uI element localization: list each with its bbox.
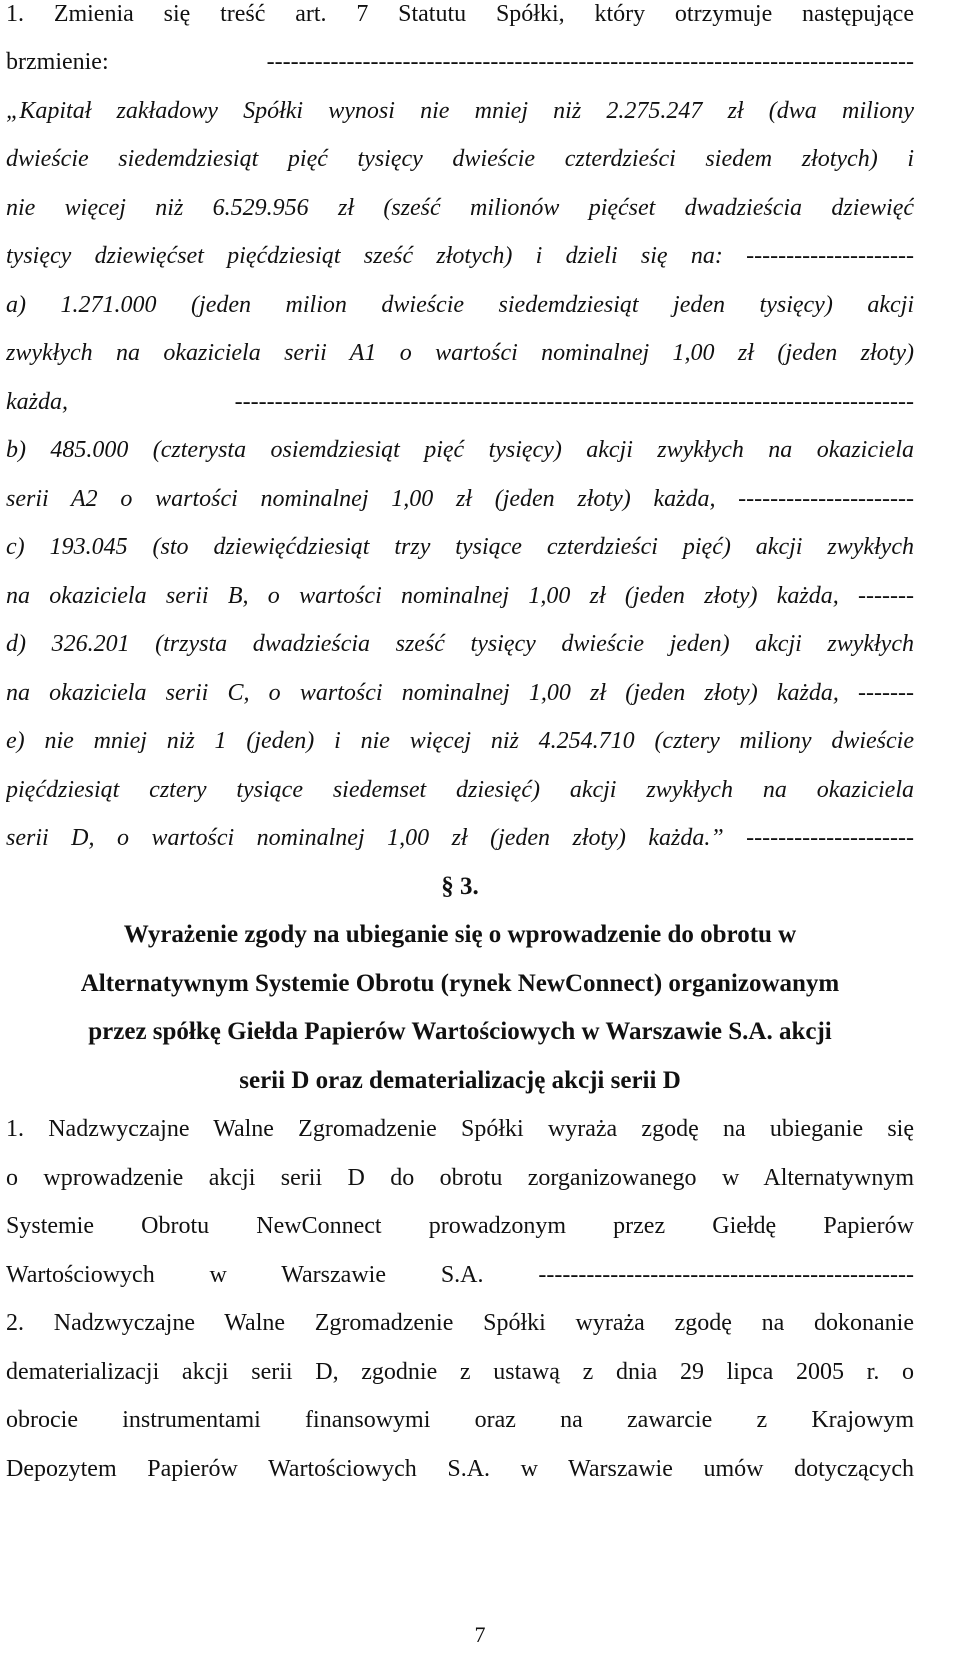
text-span: na okaziciela serii C, o wartości nominalnej 1,00 zł (jeden złoty) każda, — [6, 680, 859, 706]
text-line: c) 193.045 (sto dziewięćdziesiąt trzy tysiące czterdzieści pięć) akcji zwykłych — [6, 534, 914, 560]
text-line: obrocie instrumentami finansowymi oraz na zawarcie z Krajowym — [6, 1407, 914, 1433]
text-line: Depozytem Papierów Wartościowych S.A. w Warszawie umów dotyczących — [6, 1456, 914, 1482]
text-line: a) 1.271.000 (jeden milion dwieście siedemdziesiąt jeden tysięcy) akcji — [6, 292, 914, 318]
text-line: Wartościowych w Warszawie S.A. ----------------------------------------------- — [6, 1262, 914, 1288]
dash-filler: ------- — [858, 680, 914, 706]
text-line: „Kapitał zakładowy Spółki wynosi nie mniej niż 2.275.247 zł (dwa miliony — [6, 98, 914, 124]
text-span: serii A2 o wartości nominalnej 1,00 zł (jeden złoty) każda, — [6, 486, 739, 512]
text-line: 1. Nadzwyczajne Walne Zgromadzenie Spółki wyraża zgodę na ubieganie się — [6, 1116, 914, 1142]
text-span: na okaziciela serii B, o wartości nominalnej 1,00 zł (jeden złoty) każda, — [6, 583, 859, 609]
text-span: każda, — [6, 389, 235, 415]
page-number: 7 — [474, 1622, 486, 1647]
text-line: Systemie Obrotu NewConnect prowadzonym przez Giełdę Papierów — [6, 1213, 914, 1239]
dash-filler: --------------------- — [746, 243, 914, 269]
text-span: serii D, o wartości nominalnej 1,00 zł (jeden złoty) każda.” — [6, 825, 747, 851]
text-line: 1. Zmienia się treść art. 7 Statutu Spółki, który otrzymuje następujące — [6, 1, 914, 27]
section-title-line: Alternatywnym Systemie Obrotu (rynek NewConnect) organizowanym — [80, 970, 840, 997]
text-span: tysięcy dziewięćset pięćdziesiąt sześć złotych) i dzieli się na: — [6, 243, 747, 269]
text-line: dwieście siedemdziesiąt pięć tysięcy dwieście czterdzieści siedem złotych) i — [6, 146, 914, 172]
text-line: brzmienie: --------------------------------------------------------------------------------- — [6, 49, 914, 75]
text-line: dematerializacji akcji serii D, zgodnie z ustawą z dnia 29 lipca 2005 r. o — [6, 1359, 914, 1385]
text-line — [6, 231, 914, 281]
text-line: nie więcej niż 6.529.956 zł (sześć milionów pięćset dwadzieścia dziewięć — [6, 195, 914, 221]
section-number: § 3. — [441, 873, 479, 900]
text-line: d) 326.201 (trzysta dwadzieścia sześć tysięcy dwieście jeden) akcji zwykłych — [6, 631, 914, 657]
text-line: e) nie mniej niż 1 (jeden) i nie więcej niż 4.254.710 (cztery miliony dwieście — [6, 728, 914, 754]
section-title-line: Wyrażenie zgody na ubieganie się o wprowadzenie do obrotu w — [123, 921, 797, 948]
text-line — [6, 474, 914, 524]
dash-filler: ------- — [858, 583, 914, 609]
text-line — [6, 668, 914, 718]
text-line — [6, 377, 914, 427]
text-line — [6, 571, 914, 621]
dash-filler: ---------------------- — [738, 486, 914, 512]
dash-filler: ------------------------------------------------------------------------------------- — [234, 389, 914, 415]
text-line: 2. Nadzwyczajne Walne Zgromadzenie Spółki wyraża zgodę na dokonanie — [6, 1310, 914, 1336]
text-line: o wprowadzenie akcji serii D do obrotu zorganizowanego w Alternatywnym — [6, 1165, 914, 1191]
section-title-line: przez spółkę Giełda Papierów Wartościowych w Warszawie S.A. akcji — [88, 1018, 832, 1045]
text-line: b) 485.000 (czterysta osiemdziesiąt pięć tysięcy) akcji zwykłych na okaziciela — [6, 437, 914, 463]
section-title-line: serii D oraz dematerializację akcji serii D — [239, 1067, 681, 1094]
text-line: pięćdziesiąt cztery tysiące siedemset dziesięć) akcji zwykłych na okaziciela — [6, 777, 914, 803]
dash-filler: --------------------- — [746, 825, 914, 851]
text-line: zwykłych na okaziciela serii A1 o wartości nominalnej 1,00 zł (jeden złoty) — [6, 340, 914, 366]
text-line — [6, 813, 914, 863]
